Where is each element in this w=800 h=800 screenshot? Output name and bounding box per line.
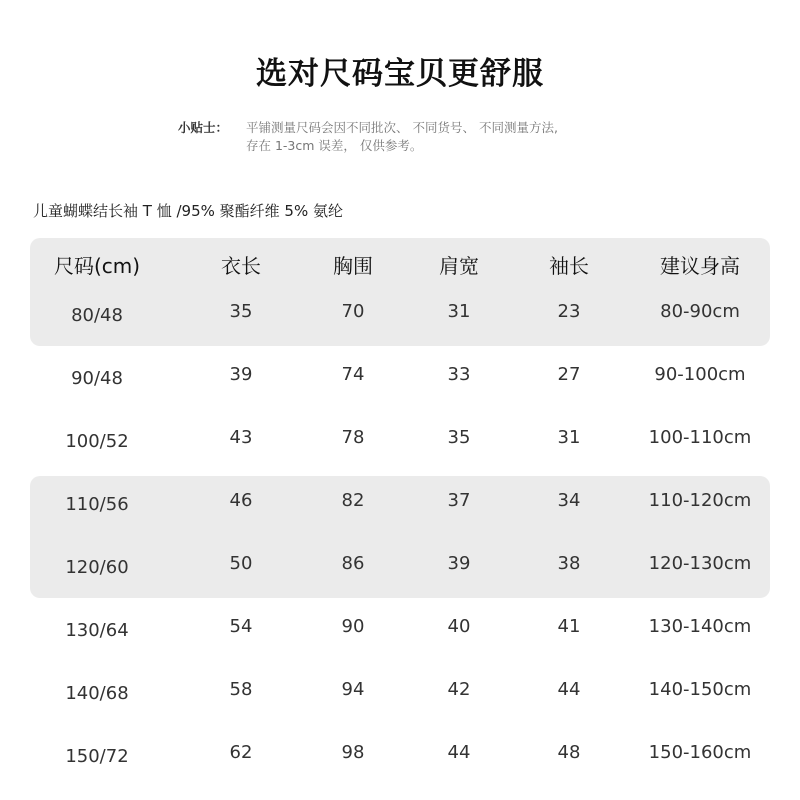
cell-size: 90/48	[71, 368, 123, 389]
cell-sleeve: 34	[557, 490, 581, 511]
header-length: 衣长	[221, 254, 261, 278]
cell-chest: 70	[341, 301, 365, 322]
cell-height: 90-100cm	[654, 364, 746, 385]
cell-length: 39	[229, 364, 253, 385]
cell-shoulder: 31	[447, 301, 471, 322]
cell-sleeve: 41	[557, 616, 581, 637]
cell-sleeve: 27	[557, 364, 581, 385]
cell-size: 130/64	[65, 620, 129, 641]
cell-sleeve: 38	[557, 553, 581, 574]
cell-chest: 78	[341, 427, 365, 448]
cell-chest: 94	[341, 679, 365, 700]
tip-line-2: 存在 1-3cm 误差， 仅供参考。	[246, 138, 423, 153]
cell-size: 110/56	[65, 494, 129, 515]
product-name: 儿童蝴蝶结长袖 T 恤 /95% 聚酯纤维 5% 氨纶	[33, 202, 343, 220]
table-row	[0, 292, 800, 332]
tip-line-1: 平铺测量尺码会因不同批次、 不同货号、 不同测量方法,	[246, 120, 558, 135]
tip-text	[246, 119, 706, 155]
header-chest: 胸围	[333, 254, 373, 278]
cell-size: 120/60	[65, 557, 129, 578]
cell-height: 80-90cm	[660, 301, 740, 322]
table-row	[0, 544, 800, 584]
header-shoulder: 肩宽	[439, 254, 479, 278]
cell-shoulder: 37	[447, 490, 471, 511]
header-size: 尺码(cm)	[53, 254, 141, 278]
page-title: 选对尺码宝贝更舒服	[256, 56, 544, 92]
cell-length: 43	[229, 427, 253, 448]
table-row	[0, 481, 800, 521]
cell-chest: 90	[341, 616, 365, 637]
cell-shoulder: 40	[447, 616, 471, 637]
table-header-row	[0, 246, 800, 286]
cell-height: 140-150cm	[648, 679, 752, 700]
cell-height: 100-110cm	[648, 427, 752, 448]
cell-shoulder: 44	[447, 742, 471, 763]
cell-length: 54	[229, 616, 253, 637]
cell-size: 100/52	[65, 431, 129, 452]
cell-chest: 86	[341, 553, 365, 574]
cell-shoulder: 33	[447, 364, 471, 385]
table-row	[0, 733, 800, 773]
cell-length: 58	[229, 679, 253, 700]
cell-chest: 74	[341, 364, 365, 385]
cell-length: 50	[229, 553, 253, 574]
table-row	[0, 670, 800, 710]
cell-shoulder: 39	[447, 553, 471, 574]
cell-chest: 98	[341, 742, 365, 763]
cell-length: 46	[229, 490, 253, 511]
cell-size: 150/72	[65, 746, 129, 767]
cell-chest: 82	[341, 490, 365, 511]
cell-shoulder: 35	[447, 427, 471, 448]
header-sleeve: 袖长	[549, 254, 589, 278]
cell-length: 62	[229, 742, 253, 763]
cell-sleeve: 31	[557, 427, 581, 448]
tip-label: 小贴士：	[178, 120, 229, 135]
cell-shoulder: 42	[447, 679, 471, 700]
table-row	[0, 607, 800, 647]
cell-height: 120-130cm	[648, 553, 752, 574]
cell-sleeve: 48	[557, 742, 581, 763]
cell-height: 110-120cm	[648, 490, 752, 511]
cell-height: 130-140cm	[648, 616, 752, 637]
cell-sleeve: 44	[557, 679, 581, 700]
cell-length: 35	[229, 301, 253, 322]
cell-sleeve: 23	[557, 301, 581, 322]
cell-height: 150-160cm	[648, 742, 752, 763]
cell-size: 140/68	[65, 683, 129, 704]
header-height: 建议身高	[660, 254, 740, 278]
cell-size: 80/48	[71, 305, 123, 326]
table-row	[0, 418, 800, 458]
table-row	[0, 355, 800, 395]
